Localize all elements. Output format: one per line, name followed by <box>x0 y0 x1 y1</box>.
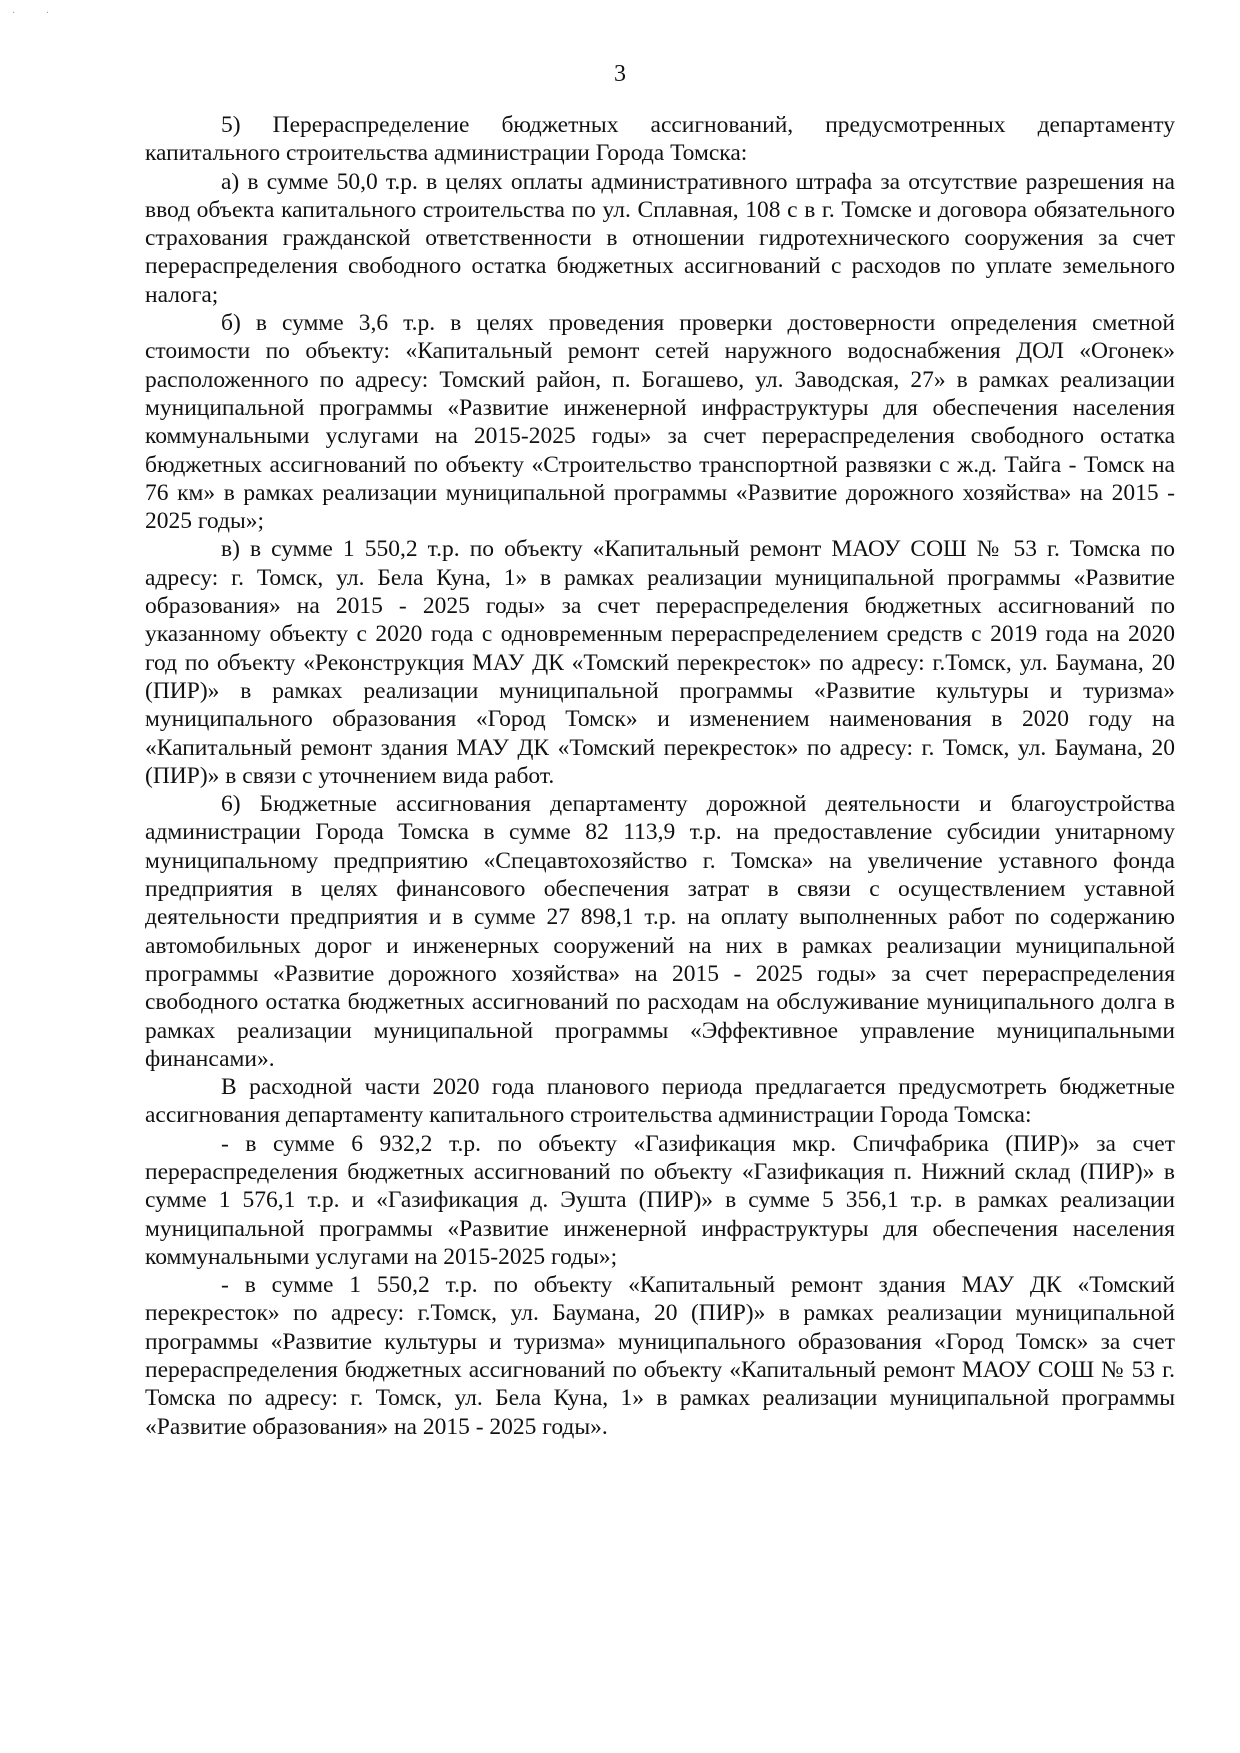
paragraph-dash-gasification: - в сумме 6 932,2 т.р. по объекту «Газификация мкр. Спичфабрика (ПИР)» за счет перераспределения бюджетных ассигнований по объекту «Газификация п. Нижний склад (ПИР)» в сумме 1 576,1 т.р. и «Газификация д. Эушта (ПИР)» в сумме 5 356,1 т.р. в рамках реализации муниципальной программы «Развитие инженерной инфраструктуры для обеспечения населения коммунальными услугами на 2015-2025 годы»; <box>145 1130 1175 1270</box>
paragraph-subitem-a: а) в сумме 50,0 т.р. в целях оплаты административного штрафа за отсутствие разрешения на ввод объекта капитального строительства по ул. Сплавная, 108 с в г. Томске и договора обязательного страхования гражданской ответственности в отношении гидротехнического сооружения за счет перераспределения свободного остатка бюджетных ассигнований с расходов по уплате земельного налога; <box>145 168 1175 308</box>
paragraph-subitem-v: в) в сумме 1 550,2 т.р. по объекту «Капитальный ремонт МАОУ СОШ № 53 г. Томска по адресу: г. Томск, ул. Бела Куна, 1» в рамках реализации муниципальной программы «Развитие образования» на 2015 - 2025 годы» за счет перераспределения бюджетных ассигнований по указанному объекту с 2020 года с одновременным перераспределением средств с 2019 года на 2020 год по объекту «Реконструкция МАУ ДК «Томский перекресток» по адресу: г.Томск, ул. Баумана, 20 (ПИР)» в рамках реализации муниципальной программы «Развитие культуры и туризма» муниципального образования «Город Томск» и изменением наименования в 2020 году на «Капитальный ремонт здания МАУ ДК «Томский перекресток» по адресу: г. Томск, ул. Баумана, 20 (ПИР)» в связи с уточнением вида работ. <box>145 536 1175 789</box>
paragraph-dash-repair: - в сумме 1 550,2 т.р. по объекту «Капитальный ремонт здания МАУ ДК «Томский перекресток» по адресу: г.Томск, ул. Баумана, 20 (ПИР)» в рамках реализации муниципальной программы «Развитие культуры и туризма» муниципального образования «Город Томск» за счет перераспределения бюджетных ассигнований по объекту «Капитальный ремонт МАОУ СОШ № 53 г. Томска по адресу: г. Томск, ул. Бела Куна, 1» в рамках реализации муниципальной программы «Развитие образования» на 2015 - 2025 годы». <box>145 1272 1175 1440</box>
paragraph-item-6: 6) Бюджетные ассигнования департаменту дорожной деятельности и благоустройства администрации Города Томска в сумме 82 113,9 т.р. на предоставление субсидии унитарному муниципальному предприятию «Спецавтохозяйство г. Томска» на увеличение уставного фонда предприятия в целях финансового обеспечения затрат в связи с осуществлением уставной деятельности предприятия и в сумме 27 898,1 т.р. на оплату выполненных работ по содержанию автомобильных дорог и инженерных сооружений на них в рамках реализации муниципальной программы «Развитие дорожного хозяйства» на 2015 - 2025 годы» за счет перераспределения свободного остатка бюджетных ассигнований по расходам на обслуживание муниципального долга в рамках реализации муниципальной программы «Эффективное управление муниципальными финансами». <box>145 791 1175 1072</box>
paragraph-subitem-b: б) в сумме 3,6 т.р. в целях проведения проверки достоверности определения сметной стоимости по объекту: «Капитальный ремонт сетей наружного водоснабжения ДОЛ «Огонек» расположенного по адресу: Томский район, п. Богашево, ул. Заводская, 27» в рамках реализации муниципальной программы «Развитие инженерной инфраструктуры для обеспечения населения коммунальными услугами на 2015-2025 годы» за счет перераспределения свободного остатка бюджетных ассигнований по объекту «Строительство транспортной развязки с ж.д. Тайга - Томск на 76 км» в рамках реализации муниципальной программы «Развитие дорожного хозяйства» на 2015 - 2025 годы»; <box>145 310 1175 535</box>
scan-artifact-dots: · · <box>12 8 64 19</box>
page-number: 3 <box>614 61 626 87</box>
paragraph-planning-period: В расходной части 2020 года планового периода предлагается предусмотреть бюджетные ассигнования департаменту капитального строительства администрации Города Томска: <box>145 1074 1175 1129</box>
paragraph-item-5: 5) Перераспределение бюджетных ассигнований, предусмотренных департаменту капитального строительства администрации Города Томска: <box>145 112 1175 167</box>
document-body <box>145 111 1175 1441</box>
